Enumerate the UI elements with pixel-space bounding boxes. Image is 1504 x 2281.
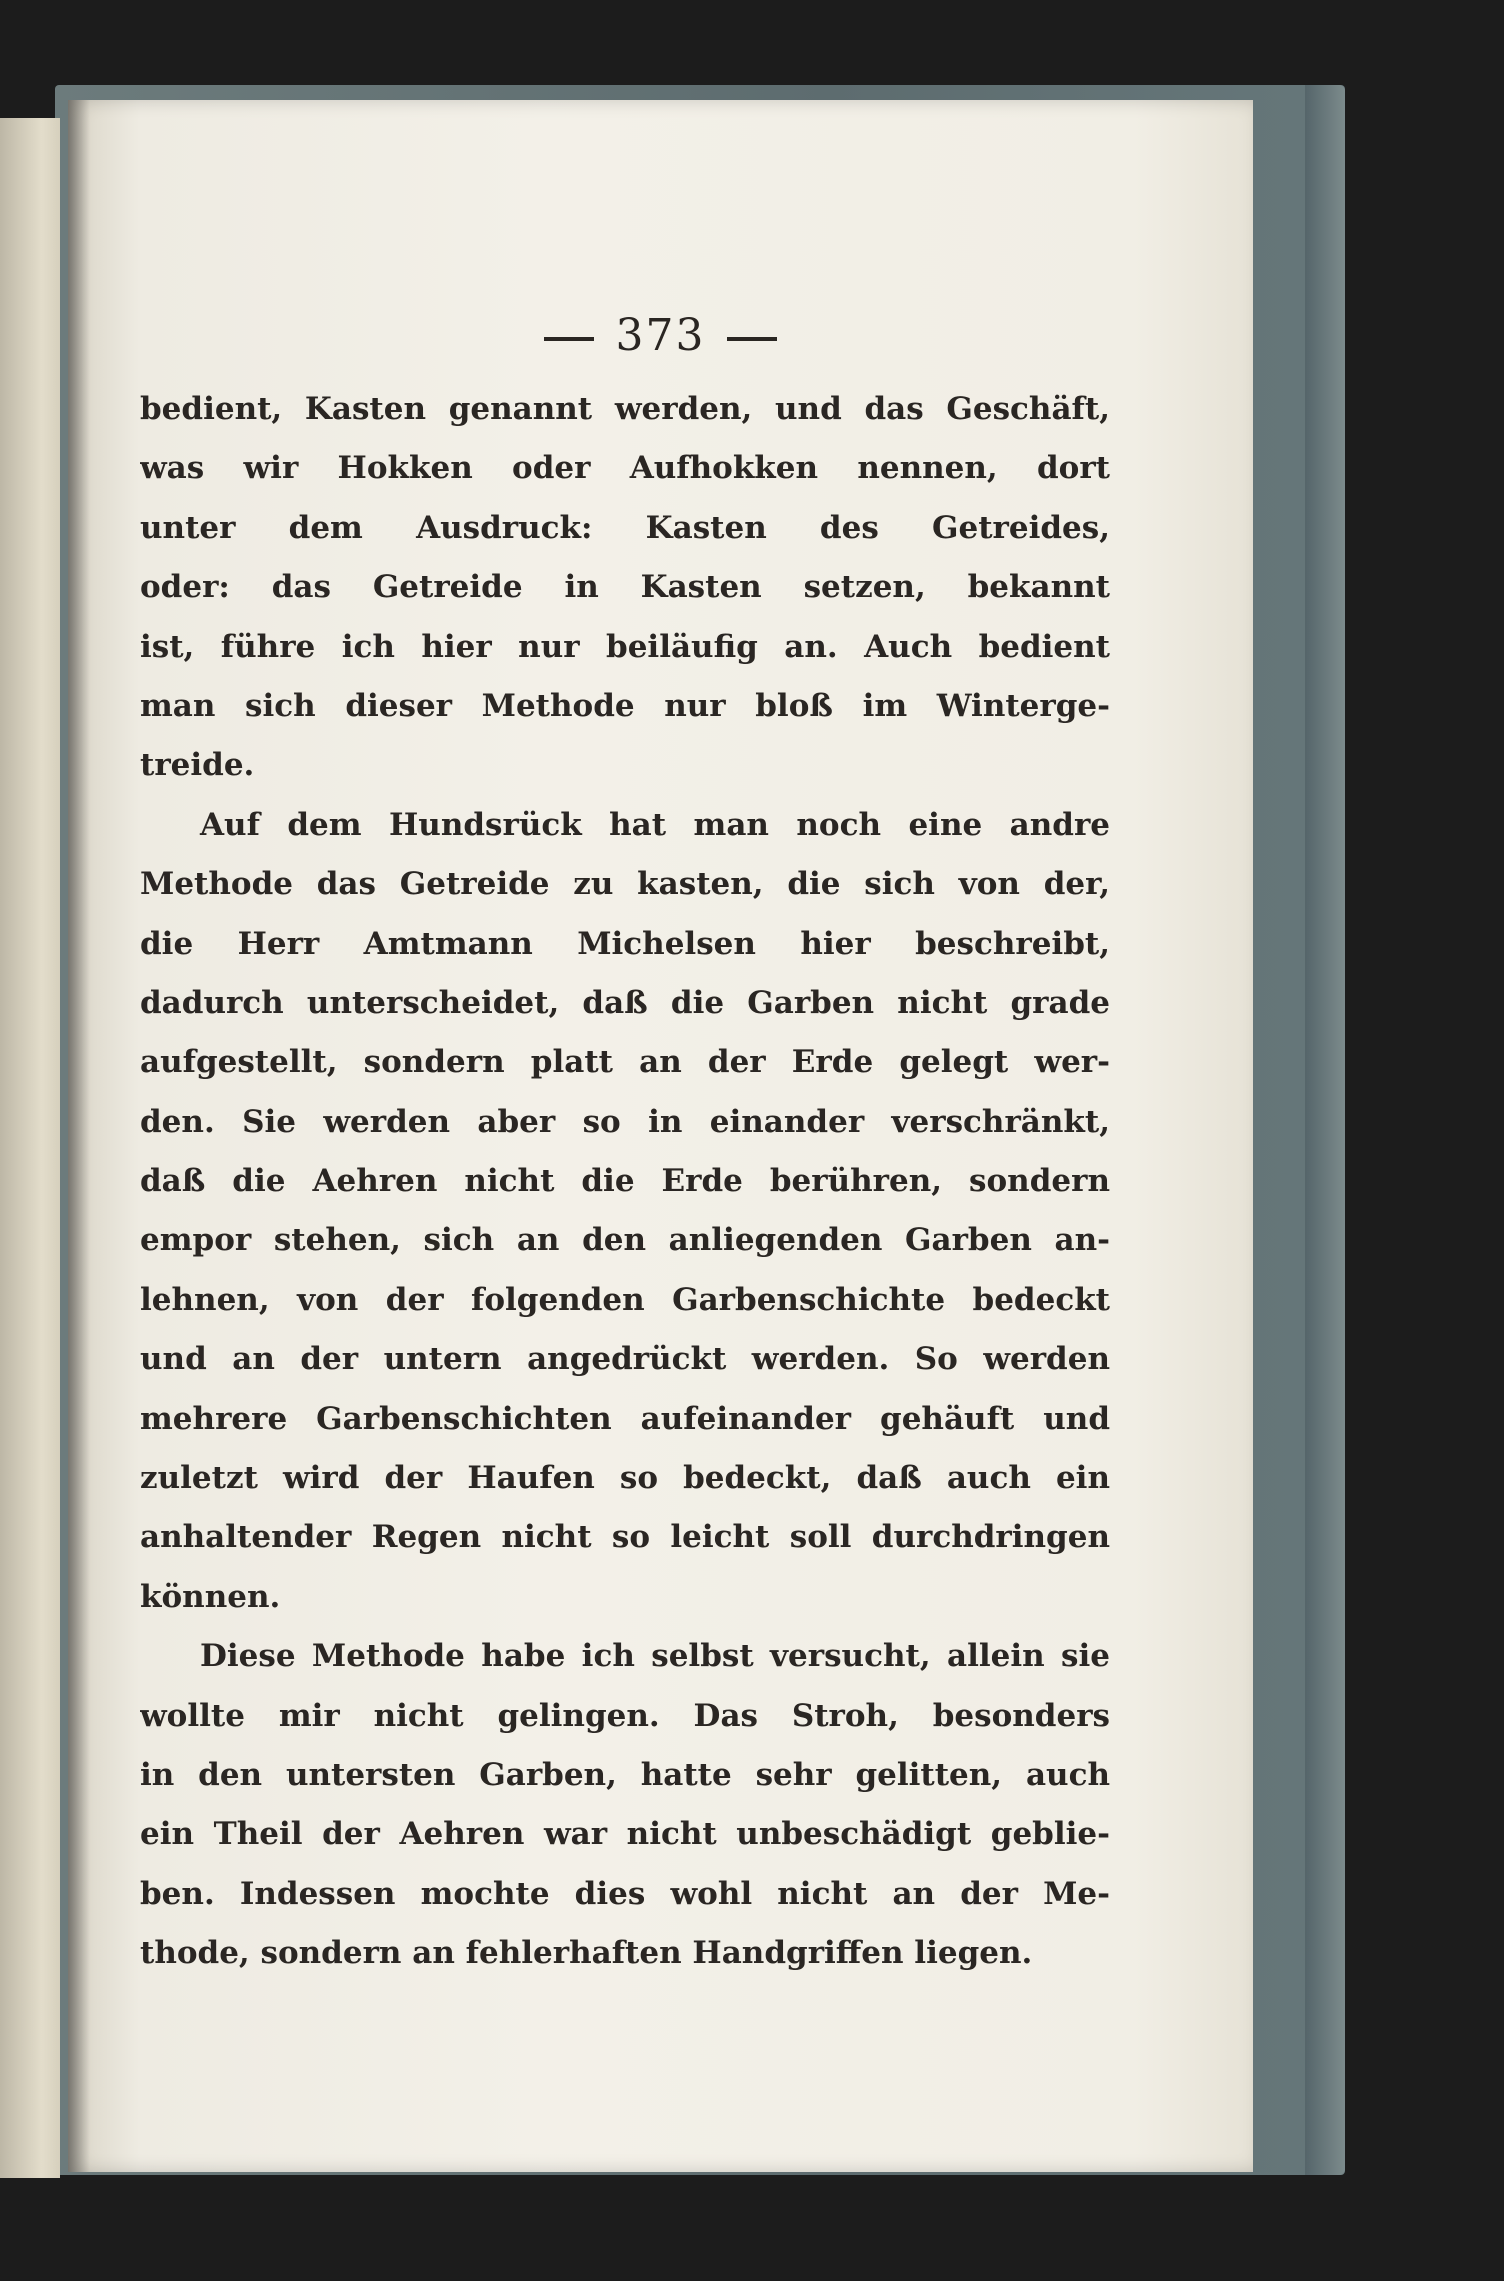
body-text: [140, 380, 1110, 1984]
text-line: ein Theil der Aehren war nicht unbeschädigt geblie-: [140, 1816, 1110, 1853]
text-line: oder: das Getreide in Kasten setzen, bekannt: [140, 569, 1110, 606]
text-line: unter dem Ausdruck: Kasten des Getreides,: [140, 509, 1110, 546]
text-line: ben. Indessen mochte dies wohl nicht an der Me-: [140, 1875, 1110, 1912]
page-header: [68, 310, 1253, 361]
text-line: können.: [140, 1578, 281, 1615]
text-line: ist, führe ich hier nur beiläufig an. Auch bedient: [140, 628, 1110, 665]
text-line: und an der untern angedrückt werden. So werden: [140, 1341, 1110, 1378]
text-line: bedient, Kasten genannt werden, und das Geschäft,: [140, 391, 1110, 427]
text-line: daß die Aehren nicht die Erde berühren, sondern: [140, 1163, 1110, 1200]
header-dash-left: [544, 337, 594, 341]
book-page: [68, 100, 1253, 2172]
text-line: thode, sondern an fehlerhaften Handgriffen liegen.: [140, 1935, 1033, 1972]
text-line: zuletzt wird der Haufen so bedeckt, daß auch ein: [140, 1460, 1110, 1497]
header-dash-right: [727, 337, 777, 341]
text-line: in den untersten Garben, hatte sehr gelitten, auch: [140, 1756, 1110, 1793]
text-line: was wir Hokken oder Aufhokken nennen, dort: [140, 450, 1110, 487]
text-line: empor stehen, sich an den anliegenden Garben an-: [140, 1222, 1110, 1259]
text-line: lehnen, von der folgenden Garbenschichte bedeckt: [140, 1281, 1110, 1318]
text-line: man sich dieser Methode nur bloß im Winterge-: [140, 687, 1110, 724]
text-line: treide.: [140, 747, 255, 784]
page-gutter-shadow: [68, 100, 90, 2172]
text-line: mehrere Garbenschichten aufeinander gehäuft und: [140, 1400, 1110, 1437]
text-line: aufgestellt, sondern platt an der Erde gelegt wer-: [140, 1044, 1110, 1081]
text-line: wollte mir nicht gelingen. Das Stroh, besonders: [140, 1697, 1110, 1734]
text-line: den. Sie werden aber so in einander verschränkt,: [140, 1103, 1110, 1140]
text-line: Auf dem Hundsrück hat man noch eine andre: [200, 806, 1110, 843]
text-line: die Herr Amtmann Michelsen hier beschreibt,: [140, 925, 1110, 962]
text-line: dadurch unterscheidet, daß die Garben nicht grade: [140, 984, 1110, 1021]
book-cover-edge: [1305, 85, 1345, 2175]
text-line: anhaltender Regen nicht so leicht soll durchdringen: [140, 1519, 1110, 1556]
previous-page-edge: [0, 118, 60, 2178]
text-line: Methode das Getreide zu kasten, die sich von der,: [140, 866, 1110, 903]
text-line: Diese Methode habe ich selbst versucht, allein sie: [200, 1638, 1110, 1675]
page-number: 373: [615, 310, 706, 361]
